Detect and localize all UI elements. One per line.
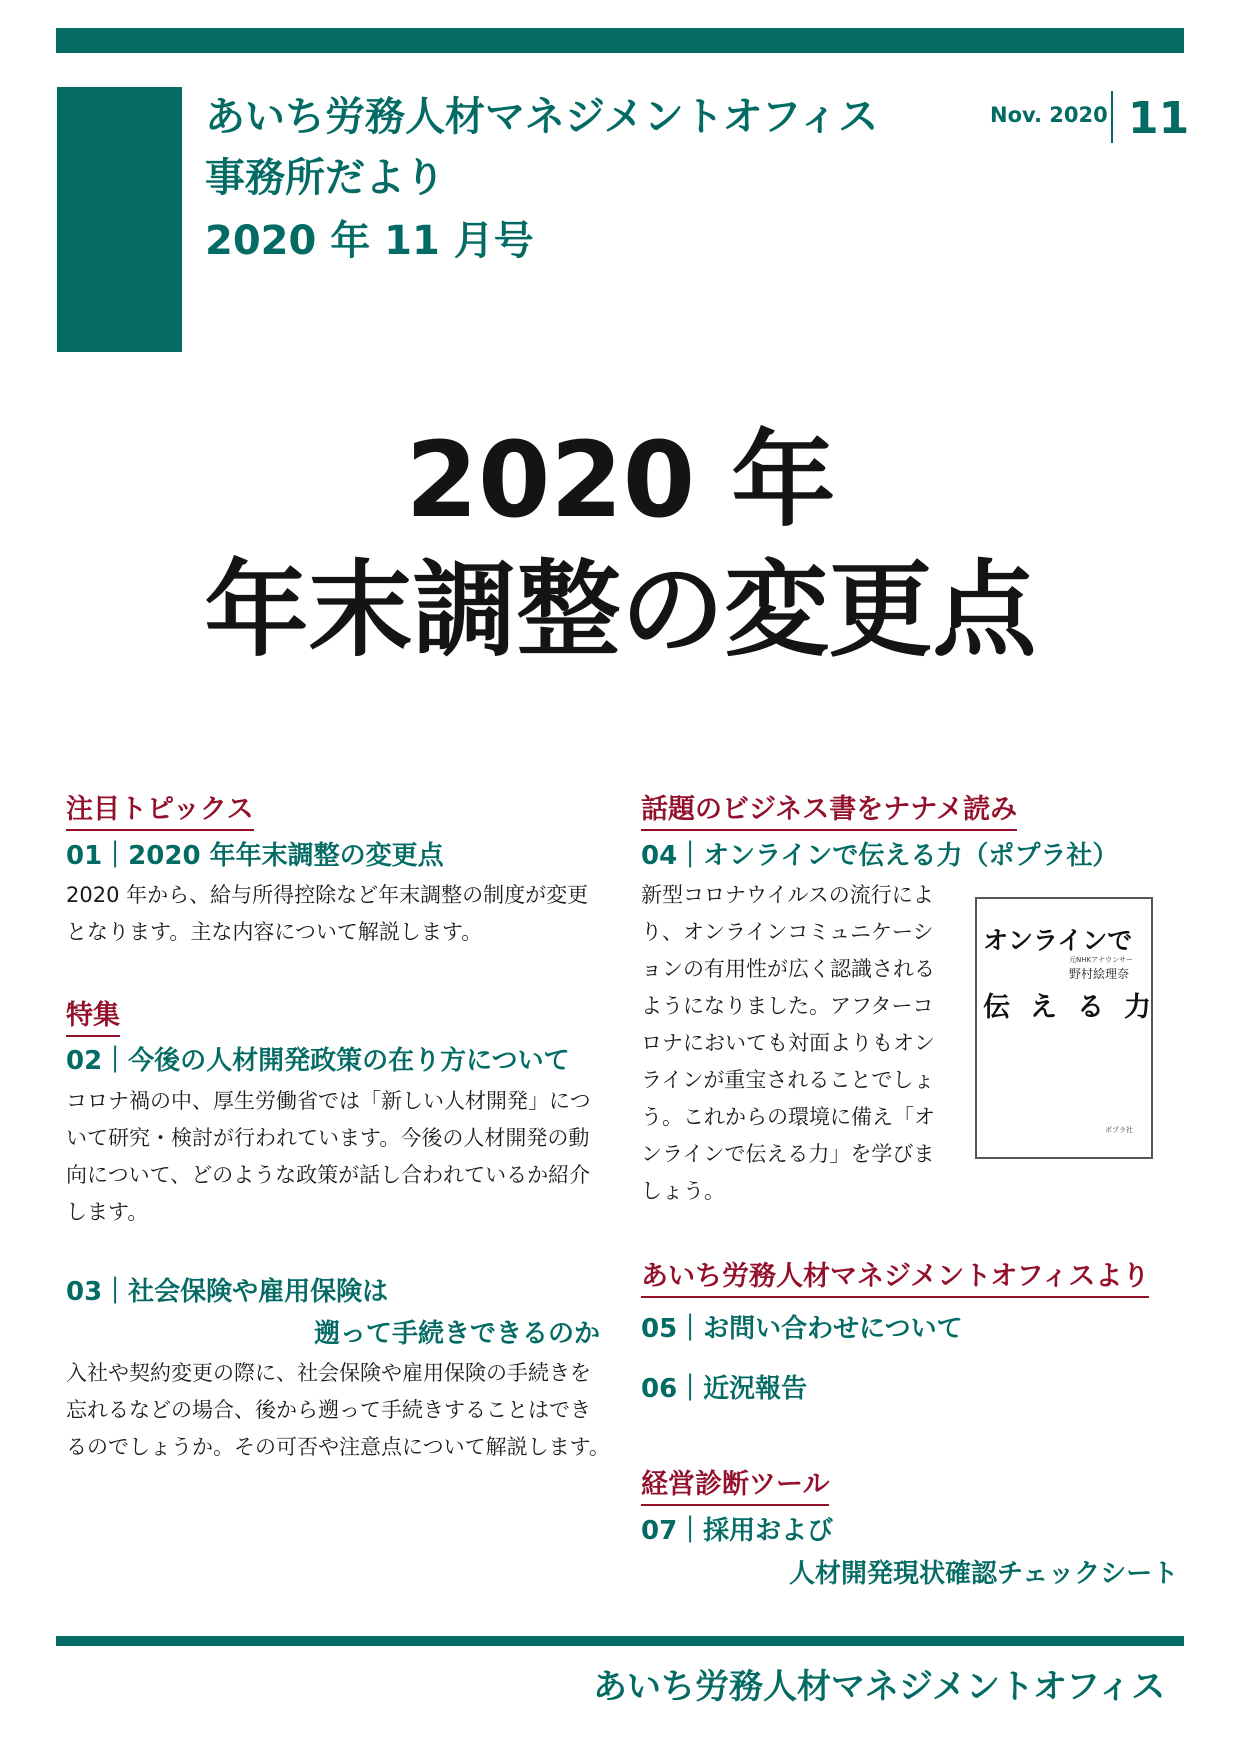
footer-office-name: あいち労務人材マネジメントオフィス [593, 1667, 1166, 1707]
office-06-title[interactable]: 06｜近況報告 [641, 1374, 808, 1404]
header-title-line1: あいち労務人材マネジメントオフィス [205, 94, 879, 140]
text-line: しょう。 [641, 1179, 725, 1203]
topic-01-title[interactable]: 01｜2020 年年末調整の変更点 [66, 841, 444, 871]
main-title-line2: 年末調整の変更点 [204, 549, 1037, 671]
feature-02-text [66, 1083, 626, 1231]
header-title-line2: 事務所だより [205, 155, 445, 201]
text-line: 2020 年から、給与所得控除など年末調整の制度が変更 [66, 883, 589, 907]
header-title-line3: 2020 年 11 月号 [205, 218, 534, 264]
office-heading: あいち労務人材マネジメントオフィスより [641, 1262, 1149, 1298]
book-cover-author: 野村絵理奈 [1069, 967, 1130, 981]
office-05-title[interactable]: 05｜お問い合わせについて [641, 1314, 963, 1344]
feature-heading: 特集 [66, 1001, 120, 1037]
book-04-title[interactable]: 04｜オンラインで伝える力（ポプラ社） [641, 841, 1119, 871]
text-line: いて研究・検討が行われています。今後の人材開発の動 [66, 1126, 590, 1150]
text-line: う。これからの環境に備え「オ [641, 1105, 935, 1129]
book-cover-publisher: ポプラ社 [1105, 1126, 1133, 1134]
insurance-03-title-line2[interactable]: 遡って手続きできるのか [314, 1319, 601, 1349]
text-line: り、オンラインコミュニケーシ [641, 920, 934, 944]
text-line: コロナ禍の中、厚生労働省では「新しい人材開発」につ [66, 1089, 591, 1113]
main-title-line1: 2020 年 [405, 419, 836, 541]
topics-heading: 注目トピックス [66, 795, 254, 831]
issue-number: 11 [1128, 93, 1190, 144]
book-cover-subtitle: 伝える力 [983, 992, 1171, 1023]
text-line: 忘れるなどの場合、後から遡って手続きすることはでき [66, 1398, 591, 1422]
text-line: ようになりました。アフターコ [641, 994, 934, 1018]
tool-heading: 経営診断ツール [641, 1470, 829, 1506]
insurance-03-title-line1[interactable]: 03｜社会保険や雇用保険は [66, 1277, 389, 1307]
topic-01-text [66, 877, 626, 951]
text-line: ョンの有用性が広く認識される [641, 957, 935, 981]
text-line: します。 [66, 1200, 149, 1224]
feature-02-title[interactable]: 02｜今後の人材開発政策の在り方について [66, 1046, 570, 1076]
text-line: ラインが重宝されることでしょ [641, 1068, 935, 1092]
book-cover-author-caption: 元NHKアナウンサー [1069, 956, 1134, 964]
book-cover-title: オンラインで [983, 926, 1133, 955]
text-line: 入社や契約変更の際に、社会保険や雇用保険の手続きを [66, 1361, 591, 1385]
top-rule [56, 28, 1184, 53]
header-divider [1111, 91, 1113, 143]
book-review-heading: 話題のビジネス書をナナメ読み [641, 795, 1017, 831]
tool-07-title-line2[interactable]: 人材開発現状確認チェックシート [789, 1559, 1179, 1589]
insurance-03-text [66, 1355, 646, 1466]
tool-07-title-line1[interactable]: 07｜採用および [641, 1516, 834, 1546]
text-line: 向について、どのような政策が話し合われているか紹介 [66, 1163, 591, 1187]
book-04-text [641, 877, 961, 1210]
text-line: ロナにおいても対面よりもオン [641, 1031, 935, 1055]
header-accent-block [57, 87, 182, 352]
text-line: 新型コロナウイルスの流行によ [641, 883, 934, 907]
bottom-rule [56, 1636, 1184, 1646]
text-line: るのでしょうか。その可否や注意点について解説します。 [66, 1435, 610, 1459]
header-date: Nov. 2020 [990, 103, 1108, 127]
text-line: ンラインで伝える力」を学びま [641, 1142, 935, 1166]
text-line: となります。主な内容について解説します。 [66, 920, 483, 944]
book-cover-image [975, 897, 1171, 1159]
